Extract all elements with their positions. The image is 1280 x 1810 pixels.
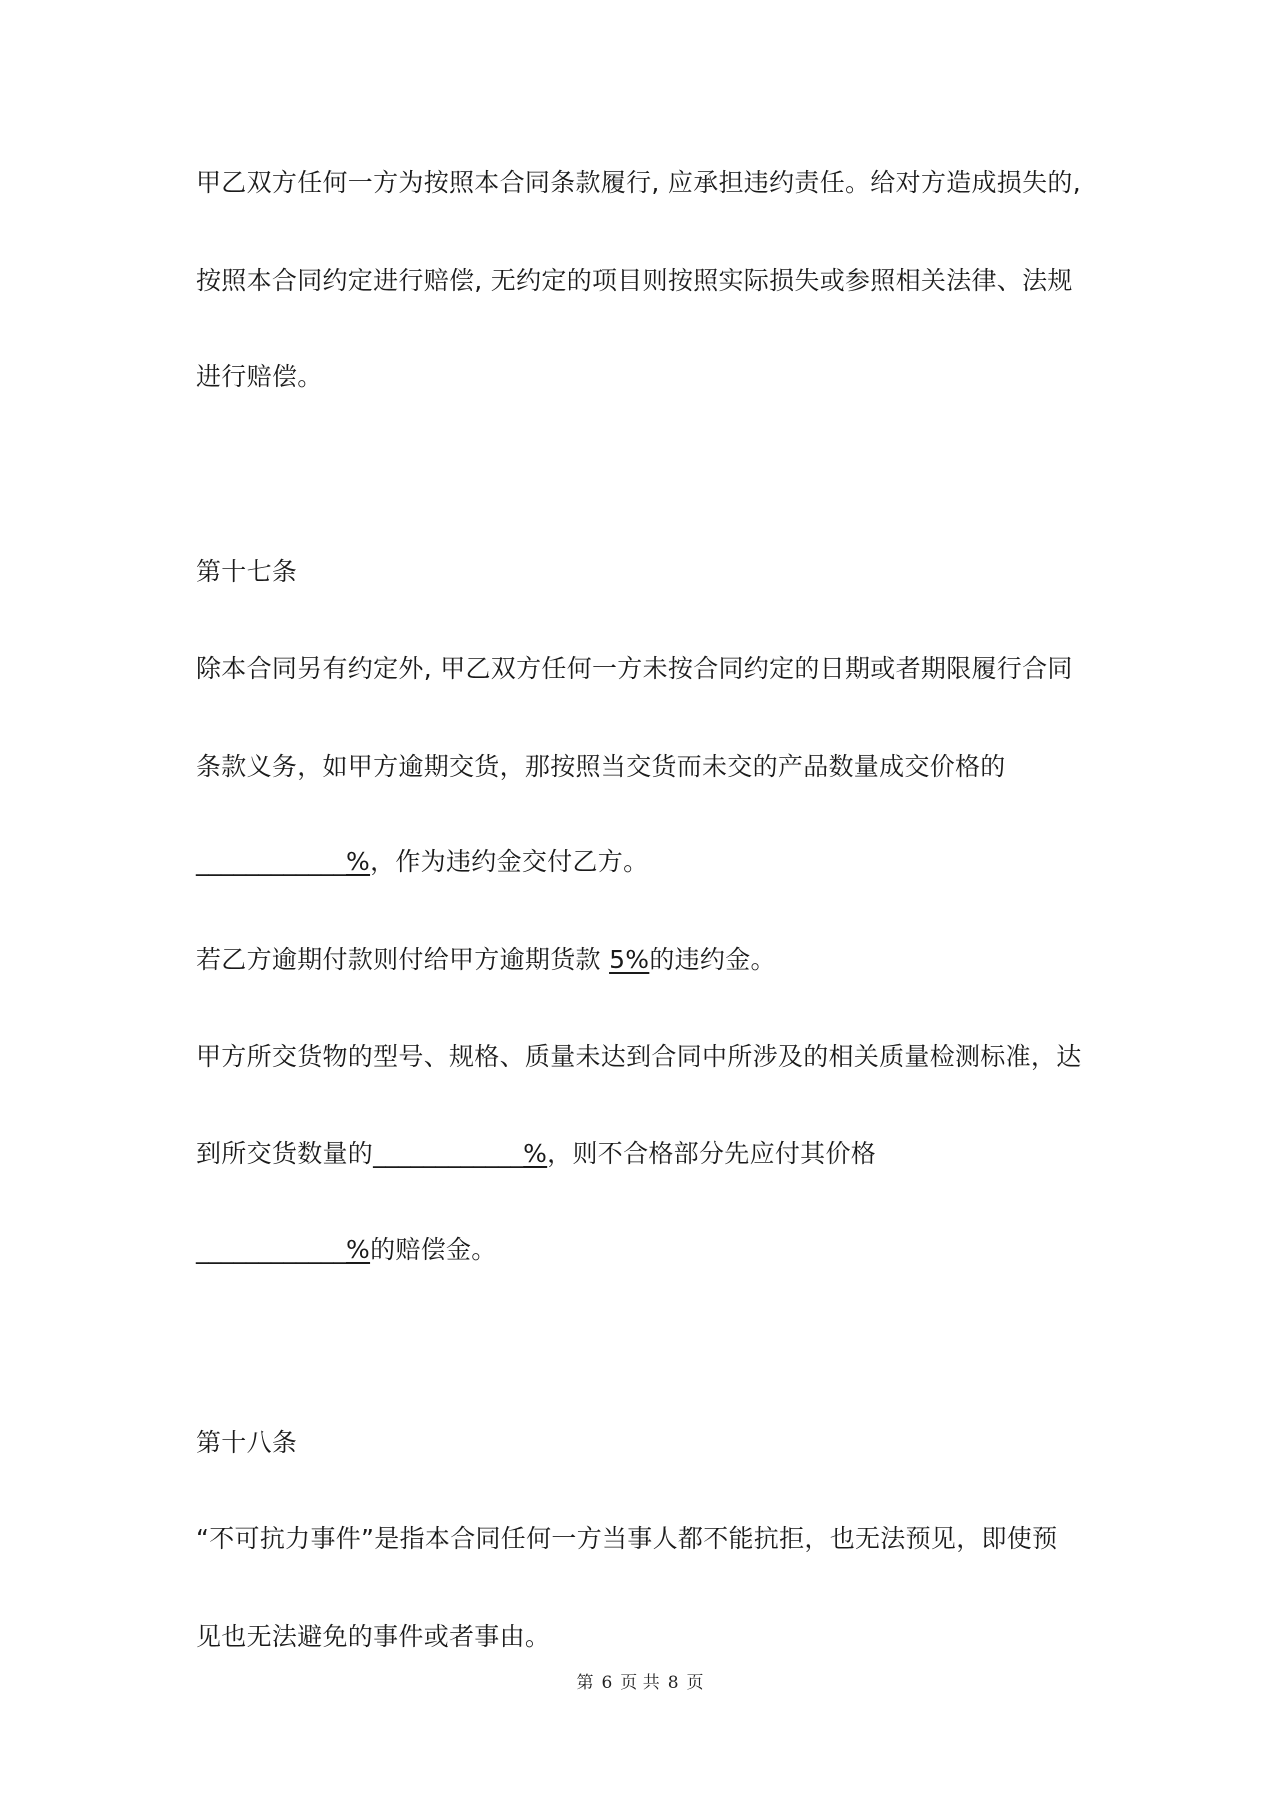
- paragraph-16-line-1: 甲乙双方任何一方为按照本合同条款履行, 应承担违约责任。给对方造成损失的,: [196, 168, 1081, 197]
- footer-suffix: 页: [686, 1673, 704, 1693]
- footer-prefix: 第: [576, 1673, 594, 1693]
- line-text: ，作为违约金交付乙方。: [370, 847, 649, 876]
- paragraph-16-line-3: 进行赔偿。: [196, 362, 323, 391]
- article-18-line-1: “不可抗力事件”是指本合同任何一方当事人都不能抗拒，也无法预见，即使预: [196, 1524, 1058, 1553]
- page-footer: [0, 1672, 1280, 1694]
- article-17-line-4: [196, 943, 776, 977]
- current-page-number: 6: [601, 1673, 613, 1693]
- total-page-number: 8: [667, 1673, 679, 1693]
- article-17-line-6: [196, 1137, 876, 1171]
- line-text: 到所交货数量的: [196, 1139, 374, 1168]
- footer-middle: 页 共: [620, 1673, 660, 1693]
- line-text: ，则不合格部分先应付其价格: [547, 1139, 877, 1168]
- blank-field: ____________: [196, 1235, 346, 1264]
- article-18-line-2: 见也无法避免的事件或者事由。: [196, 1622, 551, 1651]
- article-17-line-7: [196, 1233, 497, 1267]
- article-17-heading: 第十七条: [196, 557, 298, 586]
- blank-field: ____________: [196, 847, 346, 876]
- article-17-line-5: 甲方所交货物的型号、规格、质量未达到合同中所涉及的相关质量检测标准，达: [196, 1042, 1082, 1071]
- percent-mark: %: [346, 1235, 371, 1264]
- paragraph-16-line-2: 按照本合同约定进行赔偿, 无约定的项目则按照实际损失或参照相关法律、法规: [196, 266, 1073, 295]
- penalty-rate: 5%: [609, 945, 650, 974]
- percent-mark: %: [346, 847, 371, 876]
- line-text: 的赔偿金。: [370, 1235, 497, 1264]
- article-17-line-1: 除本合同另有约定外, 甲乙双方任何一方未按合同约定的日期或者期限履行合同: [196, 654, 1073, 683]
- article-17-line-3: [196, 845, 648, 879]
- article-17-line-2: 条款义务，如甲方逾期交货，那按照当交货而未交的产品数量成交价格的: [196, 752, 1006, 781]
- line-text: 的违约金。: [649, 945, 776, 974]
- blank-field: ____________: [373, 1139, 524, 1168]
- article-18-heading: 第十八条: [196, 1428, 298, 1457]
- line-text: 若乙方逾期付款则付给甲方逾期货款: [196, 945, 610, 974]
- percent-mark: %: [523, 1139, 548, 1168]
